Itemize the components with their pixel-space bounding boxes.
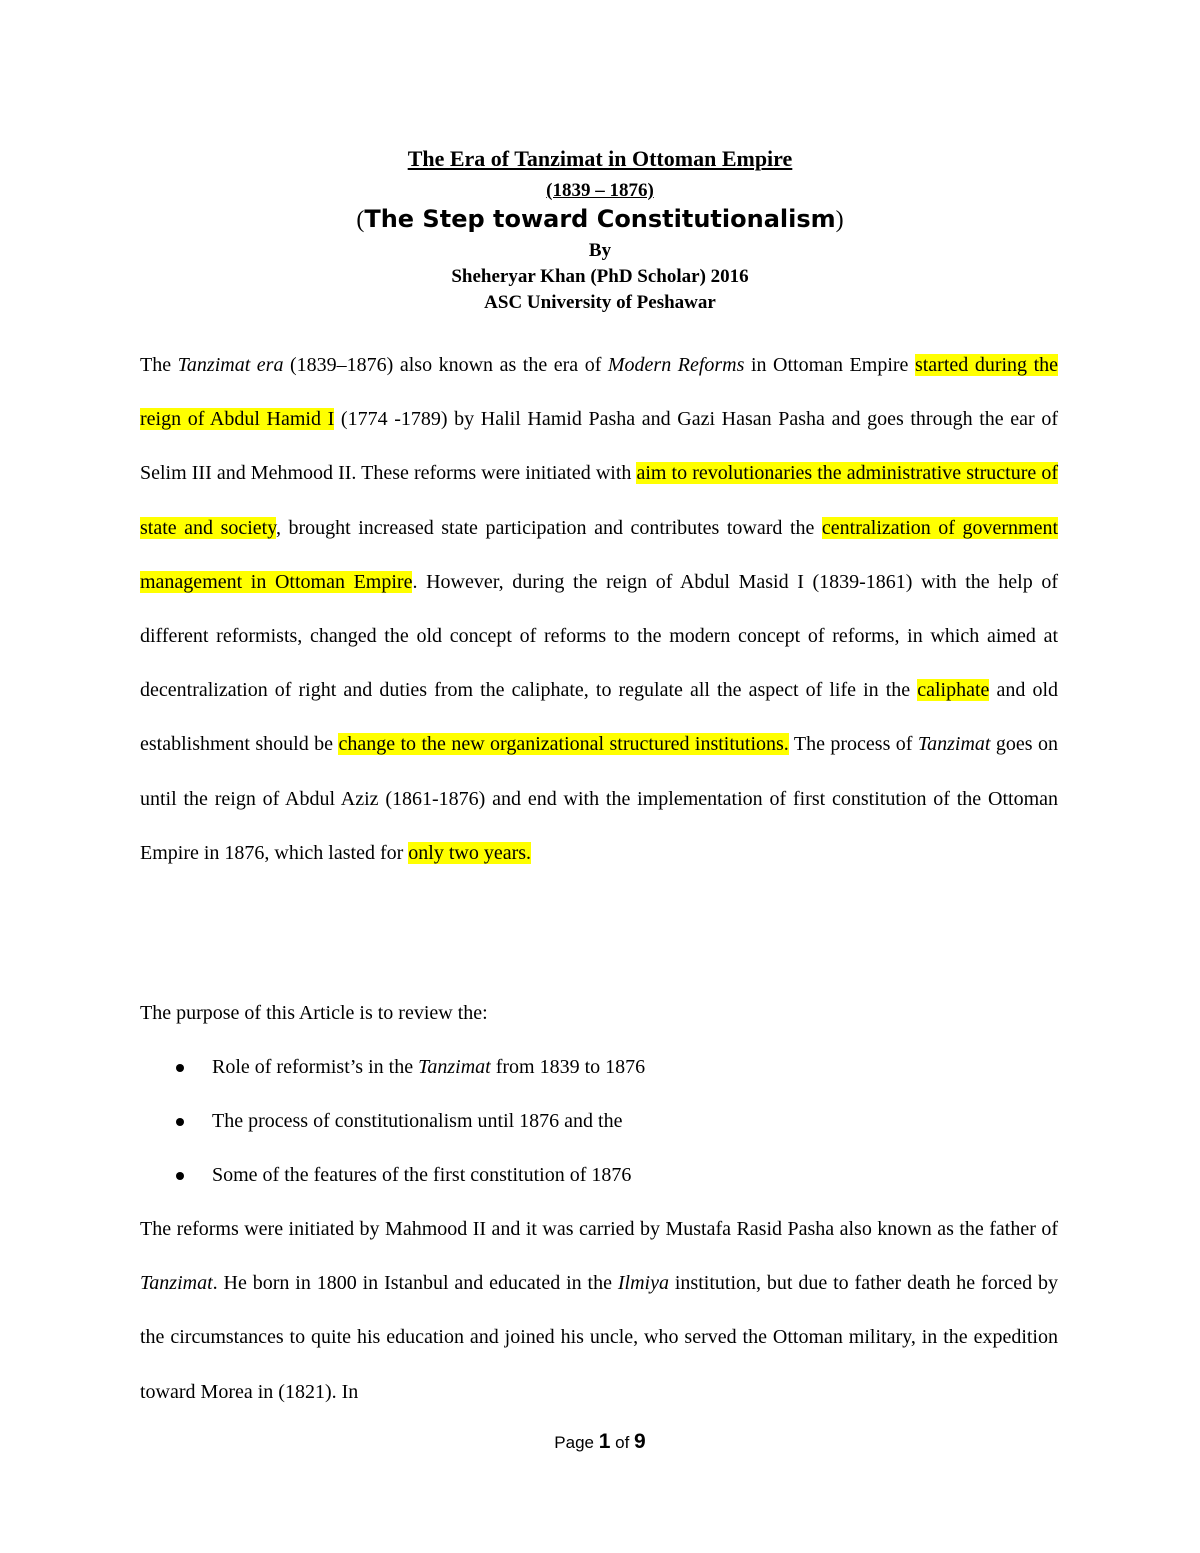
page-number: 1	[598, 1430, 611, 1453]
text-run: Role of reformist’s in the	[212, 1056, 419, 1078]
list-item	[140, 1040, 1058, 1094]
subtitle-text: The Step toward Constitutionalism	[364, 205, 836, 233]
highlighted-text: caliphate	[917, 679, 990, 702]
document-title: The Era of Tanzimat in Ottoman Empire	[407, 146, 793, 171]
text-run: . However, during the reign of Abdul Masid I (1839-1861) with the help of different reformists, changed the old concept of reforms to the modern concept of reforms, in which aimed at decentralization of right and duties from the caliphate, to regulate all the aspect of life in the	[140, 570, 1059, 702]
subtitle-close-paren: )	[835, 207, 844, 233]
bullet-icon	[176, 1118, 184, 1126]
page-footer	[0, 1430, 1200, 1454]
highlighted-text: centralization of government management in Ottoman Empire	[140, 516, 1059, 593]
text-run: The	[140, 354, 178, 376]
subtitle-open-paren: (	[356, 207, 365, 233]
italic-term: Modern Reforms	[607, 354, 745, 376]
document-subtitle	[0, 205, 1200, 234]
page-total: 9	[634, 1430, 646, 1453]
author-name: Sheheryar Khan (PhD Scholar) 2016	[451, 266, 749, 287]
text-run: in Ottoman Empire	[744, 354, 915, 376]
list-item	[140, 1094, 1058, 1148]
text-run: Some of the features of the first constitution of 1876	[212, 1164, 632, 1187]
text-run: The process of	[788, 733, 918, 756]
italic-term: Ilmiya	[617, 1272, 669, 1295]
intro-paragraph	[140, 338, 1058, 880]
text-run: from 1839 to 1876	[490, 1056, 646, 1078]
highlighted-text: change to the new organizational structured institutions.	[338, 733, 789, 756]
text-run: and old establishment should be	[140, 679, 1059, 756]
text-run: The process of constitutionalism until 1876 and the	[212, 1110, 623, 1133]
document-years: (1839 – 1876)	[546, 180, 654, 201]
italic-term: Tanzimat	[140, 1272, 213, 1295]
page-label: Page	[554, 1433, 599, 1452]
italic-term: Tanzimat	[917, 733, 991, 756]
reforms-paragraph	[140, 1202, 1058, 1419]
institution: ASC University of Peshawar	[484, 292, 716, 313]
text-run: The reforms were initiated by Mahmood II and it was carried by Mustafa Rasid Pasha also known as the father of	[140, 1218, 1058, 1240]
text-run: goes on until the reign of Abdul Aziz (1861-1876) and end with the implementation of first constitution of the Ottoman Empire in 1876, which lasted for	[140, 733, 1058, 864]
text-run: (1774 -1789) by Halil Hamid Pasha and Gazi Hasan Pasha and goes through the ear of Selim III and Mehmood II. These reforms were initiated with	[140, 408, 1058, 485]
of-label: of	[610, 1433, 635, 1452]
italic-term: Tanzimat era	[177, 354, 284, 376]
text-run: . He born in 1800 in Istanbul and educated in the	[212, 1272, 618, 1295]
purpose-list	[140, 1040, 1058, 1203]
italic-term: Tanzimat	[418, 1056, 491, 1078]
text-run: , brought increased state participation and contributes toward the	[275, 516, 822, 539]
text-run: institution, but due to father death he forced by the circumstances to quite his education and joined his uncle, who served the Ottoman military, in the expedition toward Morea in (1821). In	[140, 1272, 1058, 1403]
highlighted-text: only two years.	[408, 841, 532, 864]
byline: By	[588, 240, 612, 261]
list-item	[140, 1148, 1058, 1202]
highlighted-text: aim to revolutionaries the administrative structure of state and society	[140, 462, 1058, 539]
highlighted-text: started during the reign of Abdul Hamid I	[140, 354, 1058, 431]
bullet-icon	[176, 1064, 184, 1072]
text-run: (1839–1876) also known as the era of	[283, 354, 608, 376]
purpose-paragraph: The purpose of this Article is to review the:	[140, 1002, 488, 1024]
bullet-icon	[176, 1172, 184, 1180]
